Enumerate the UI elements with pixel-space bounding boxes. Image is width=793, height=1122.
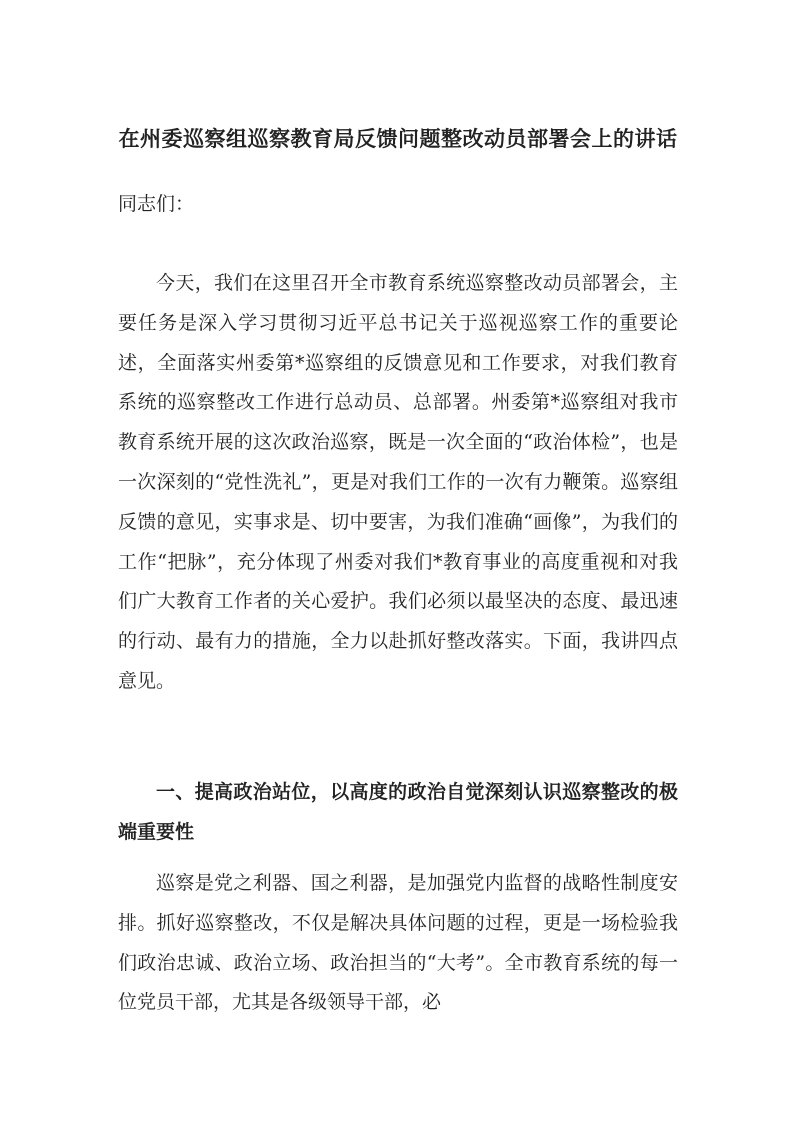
body-paragraph: 今天，我们在这里召开全市教育系统巡察整改动员部署会，主要任务是深入学习贯彻习近平总书记关于巡视巡察工作的重要论述，全面落实州委第*巡察组的反馈意见和工作要求，对我们教育系统的巡察整改工作进行总动员、总部署。州委第*巡察组对我市教育系统开展的这次政治巡察，既是一次全面的“政治体检”，也是一次深刻的“党性洗礼”，更是对我们工作的一次有力鞭策。巡察组反馈的意见，实事求是、切中要害，为我们准确“画像”，为我们的工作“把脉”，充分体现了州委对我们*教育事业的高度重视和对我们广大教育工作者的关心爱护。我们必须以最坚决的态度、最迅速的行动、最有力的措施，全力以赴抓好整改落实。下面，我讲四点意见。 [118,272,678,692]
body-paragraph: 巡察是党之利器、国之利器，是加强党内监督的战略性制度安排。抓好巡察整改，不仅是解决具体问题的过程，更是一场检验我们政治忠诚、政治立场、政治担当的“大考”。全市教育系统的每一位党员干部，尤其是各级领导干部，必 [118,872,678,1014]
section-heading: 一、提高政治站位，以高度的政治自觉深刻认识巡察整改的极端重要性 [118,781,678,843]
salutation: 同志们： [118,193,195,215]
document-title: 在州委巡察组巡察教育局反馈问题整改动员部署会上的讲话 [118,126,678,151]
